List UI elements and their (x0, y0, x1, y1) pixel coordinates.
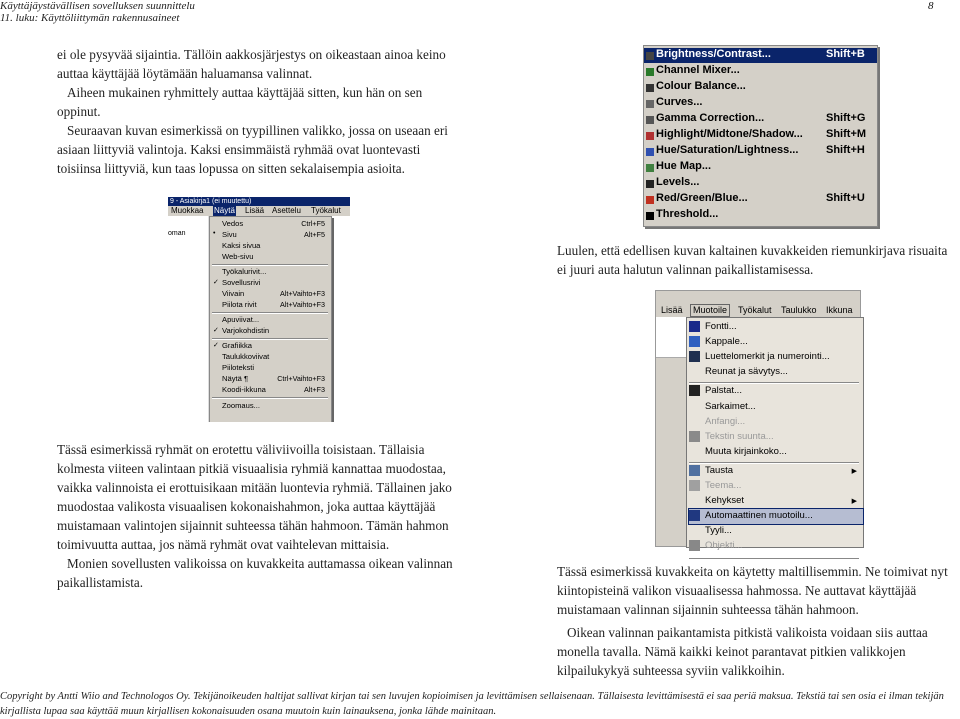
page-number: 8 (928, 0, 934, 12)
adjust-tool-icon (646, 100, 654, 108)
menu-item-shortcut: Alt+F5 (304, 230, 325, 239)
paragraph: Tässä esimerkissä ryhmät on erotettu väliviivoilla toisistaan. Tällaisia kolmesta viiteen valintaan pitkiä visuaalisia ryhmiä kannattaa muodostaa, vaikka valinnoista ei erottuisikaan mitään luontevia ryhmiä. Tällainen jako muodostaa valikosta visuaalisen kokonaishahmon, joka auttaa käyttäjää muistamaan valintojen sijainnit suhteessa tähän hahmoon. Tämän hahmon toimivuutta auttaa, jos nämä ryhmät ovat vaihtelevan mittaisia. (57, 442, 452, 552)
format-icon (689, 540, 700, 551)
menu-item[interactable]: Gamma Correction... (656, 112, 765, 124)
adjust-tool-icon (646, 164, 654, 172)
window-title: 9 - Asiakirja1 (ei muutettu) (168, 197, 350, 206)
menu-item[interactable]: Kehykset (705, 495, 745, 506)
menu-item[interactable]: Anfangi... (705, 416, 746, 427)
menu-item[interactable]: Hue/Saturation/Lightness... (656, 144, 799, 156)
menu-item[interactable]: Työkalurivit... (222, 267, 267, 276)
menu-item[interactable]: Hue Map... (656, 160, 712, 172)
menu-item[interactable]: Threshold... (656, 208, 719, 220)
left-column-upper (57, 45, 459, 178)
format-icon (689, 431, 700, 442)
format-icon (689, 321, 700, 332)
paragraph: Aiheen mukainen ryhmittely auttaa käyttäjää sitten, kun hän on sen oppinut. (57, 85, 423, 119)
menu-separator (212, 264, 328, 266)
check-mark-icon: ✓ (213, 327, 219, 334)
menu-separator (689, 558, 859, 560)
menu-item[interactable]: Automaattinen muotoilu... (705, 510, 813, 521)
menu-item-shortcut: Shift+H (826, 144, 865, 156)
menubar-item-format[interactable]: Muotoile (690, 304, 730, 317)
check-mark-icon: • (213, 230, 216, 237)
menu-item[interactable]: Reunat ja sävytys... (705, 366, 788, 377)
menu-item[interactable]: Zoomaus... (222, 401, 260, 410)
paragraph: Oikean valinnan paikantamista pitkistä valikoista voidaan siis auttaa monella tavalla. Nämä kaikki keinot parantavat pitkien valikkojen kilpailukykyä suhteessa syviin valikkoihin. (557, 625, 928, 678)
menubar-item-window[interactable]: Ikkuna (826, 305, 853, 315)
menu-item[interactable]: Kaksi sivua (222, 241, 261, 250)
menu-item-shortcut: Ctrl+Vaihto+F3 (277, 374, 325, 383)
menu-item[interactable]: Varjokohdistin (222, 326, 270, 335)
menubar-item-insert[interactable]: Lisää (661, 305, 683, 315)
menu-item-shortcut: Shift+M (826, 128, 867, 140)
paragraph: Seuraavan kuvan esimerkissä on tyypillinen valikko, jossa on useaan eri asiaan liittyviä valintoja. Kaksi ensimmäistä ryhmää ovat luontevasti toisiinsa liittyviä, kun taas lopussa on sitten sekalaisempia asioita. (57, 123, 448, 176)
menu-item-shortcut: Shift+U (826, 192, 865, 204)
header-book-title: Käyttäjäystävällisen sovelluksen suunnittelu (0, 0, 195, 12)
format-icon (689, 351, 700, 362)
adjust-tool-icon (646, 68, 654, 76)
menubar-item-layout[interactable]: Asettelu (272, 206, 301, 215)
format-icon (689, 510, 700, 521)
menu-item-shortcut: Shift+B (826, 48, 865, 60)
menu-separator (212, 397, 328, 399)
menu-item[interactable]: Sovellusrivi (222, 278, 261, 287)
format-menu-screenshot (655, 290, 861, 551)
menu-item[interactable]: Kappale... (705, 336, 748, 347)
menu-separator (212, 338, 328, 340)
right-column-lower (557, 562, 960, 680)
menu-item[interactable]: Vedos (222, 219, 244, 228)
menu-item[interactable]: Teema... (705, 480, 742, 491)
adjust-tool-icon (646, 212, 654, 220)
menu-item-shortcut: Alt+Vaihto+F3 (279, 289, 325, 298)
menubar-item-table[interactable]: Taulukko (781, 305, 817, 315)
left-column-lower (57, 440, 459, 592)
check-mark-icon: ✓ (213, 342, 219, 349)
submenu-arrow-icon: ▶ (851, 498, 857, 505)
menu-item[interactable]: Piiloteksti (222, 363, 255, 372)
menu-item[interactable]: Tausta (705, 465, 733, 476)
menu-separator (212, 312, 328, 314)
menu-item[interactable]: Levels... (656, 176, 700, 188)
menu-item[interactable]: Fontti... (705, 321, 737, 332)
submenu-arrow-icon: ▶ (851, 468, 857, 475)
paragraph: Tässä esimerkissä kuvakkeita on käytetty maltillisemmin. Ne toimivat nyt kiintopisteinä valikon visuaalisessa hahmossa. Ne auttavat käyttäjää muistamaan valinnan sijainnin suhteessa tähän hahmoon. (557, 564, 948, 617)
adjust-tool-icon (646, 132, 654, 140)
menu-bar (168, 206, 350, 216)
format-icon (689, 336, 700, 347)
menu-item[interactable]: Tekstin suunta... (705, 431, 774, 442)
header-chapter-title: 11. luku: Käyttöliittymän rakennusaineet (0, 12, 180, 24)
menu-item[interactable]: Curves... (656, 96, 703, 108)
menu-item[interactable]: Brightness/Contrast... (656, 48, 771, 60)
menu-item-shortcut: Alt+Vaihto+F3 (279, 300, 325, 309)
menu-item-shortcut: Ctrl+F5 (301, 219, 325, 228)
adjust-tool-icon (646, 52, 654, 60)
menu-item[interactable]: Muuta kirjainkoko... (705, 446, 787, 457)
format-dropdown (686, 317, 864, 551)
view-dropdown (209, 216, 332, 422)
menu-item[interactable]: Highlight/Midtone/Shadow... (656, 128, 803, 140)
menu-item[interactable]: Piilota rivit (222, 300, 257, 309)
running-header (0, 0, 195, 24)
menubar-item-edit[interactable]: Muokkaa (171, 206, 204, 215)
adjust-tool-icon (646, 84, 654, 92)
view-menu-screenshot (168, 197, 350, 422)
adjust-menu-screenshot (643, 45, 878, 227)
menu-item[interactable]: Objekti... (705, 540, 743, 551)
menu-item[interactable]: Luettelomerkit ja numerointi... (705, 351, 830, 362)
copyright-footer: Copyright by Antti Wiio and Technologos Oy. Tekijänoikeuden haltijat sallivat kirjan tai sen luvujen kopioimisen ja levittämisen sellaisenaan. Tällaisesta levittämisestä ei saa periä maksua. Tekstiä tai sen osia ei ilman tekijän kirjallista lupaa saa käyttää muun kirjallisen kokonaisuuden osana muutoin kuin lainauksena, jonka lähde mainitaan. (0, 691, 944, 717)
menu-item[interactable]: Red/Green/Blue... (656, 192, 748, 204)
document-text: oman (168, 230, 186, 237)
adjust-tool-icon (646, 148, 654, 156)
menubar-item-insert[interactable]: Lisää (245, 206, 265, 215)
menu-item-shortcut: Alt+F3 (304, 385, 325, 394)
menu-item[interactable]: Tyyli... (705, 525, 732, 536)
format-icon (689, 480, 700, 491)
ruler (656, 317, 686, 358)
menu-item[interactable]: Näytä ¶ (222, 374, 249, 383)
menu-item[interactable]: Sarkaimet... (705, 401, 756, 412)
menu-item[interactable]: Viivain (222, 289, 245, 298)
format-icon (689, 385, 700, 396)
menu-bar (656, 304, 860, 317)
adjust-tool-icon (646, 116, 654, 124)
paragraph: ei ole pysyvää sijaintia. Tällöin aakkosjärjestys on oikeastaan ainoa keino auttaa käyttäjää löytämään haluamansa valinnat. (57, 47, 446, 81)
menubar-item-tools[interactable]: Työkalut (311, 206, 341, 215)
paragraph: Luulen, että edellisen kuvan kaltainen kuvakkeiden riemunkirjava risuaita ei juuri auta halutun valinnan paikallistamisessa. (557, 243, 948, 277)
document-area (168, 216, 209, 422)
menu-item[interactable]: Palstat... (705, 385, 742, 396)
menu-item[interactable]: Taulukkoviivat (222, 352, 270, 361)
paragraph: Monien sovellusten valikoissa on kuvakkeita auttamassa oikean valinnan paikallistamista. (57, 556, 453, 590)
right-column-upper (557, 241, 960, 279)
menu-item-shortcut: Shift+G (826, 112, 866, 124)
format-icon (689, 465, 700, 476)
menubar-item-tools[interactable]: Työkalut (738, 305, 772, 315)
menu-item[interactable]: Apuviivat... (222, 315, 260, 324)
menu-item[interactable]: Sivu (222, 230, 237, 239)
menu-item[interactable]: Web-sivu (222, 252, 254, 261)
adjust-tool-icon (646, 180, 654, 188)
menu-item[interactable]: Channel Mixer... (656, 64, 740, 76)
menu-separator (689, 462, 859, 464)
menu-item[interactable]: Grafiikka (222, 341, 252, 350)
adjust-tool-icon (646, 196, 654, 204)
menu-item[interactable]: Koodi-ikkuna (222, 385, 266, 394)
menu-separator (689, 382, 859, 384)
menubar-item-view[interactable]: Näytä (214, 206, 235, 215)
check-mark-icon: ✓ (213, 279, 219, 286)
menu-item[interactable]: Colour Balance... (656, 80, 746, 92)
